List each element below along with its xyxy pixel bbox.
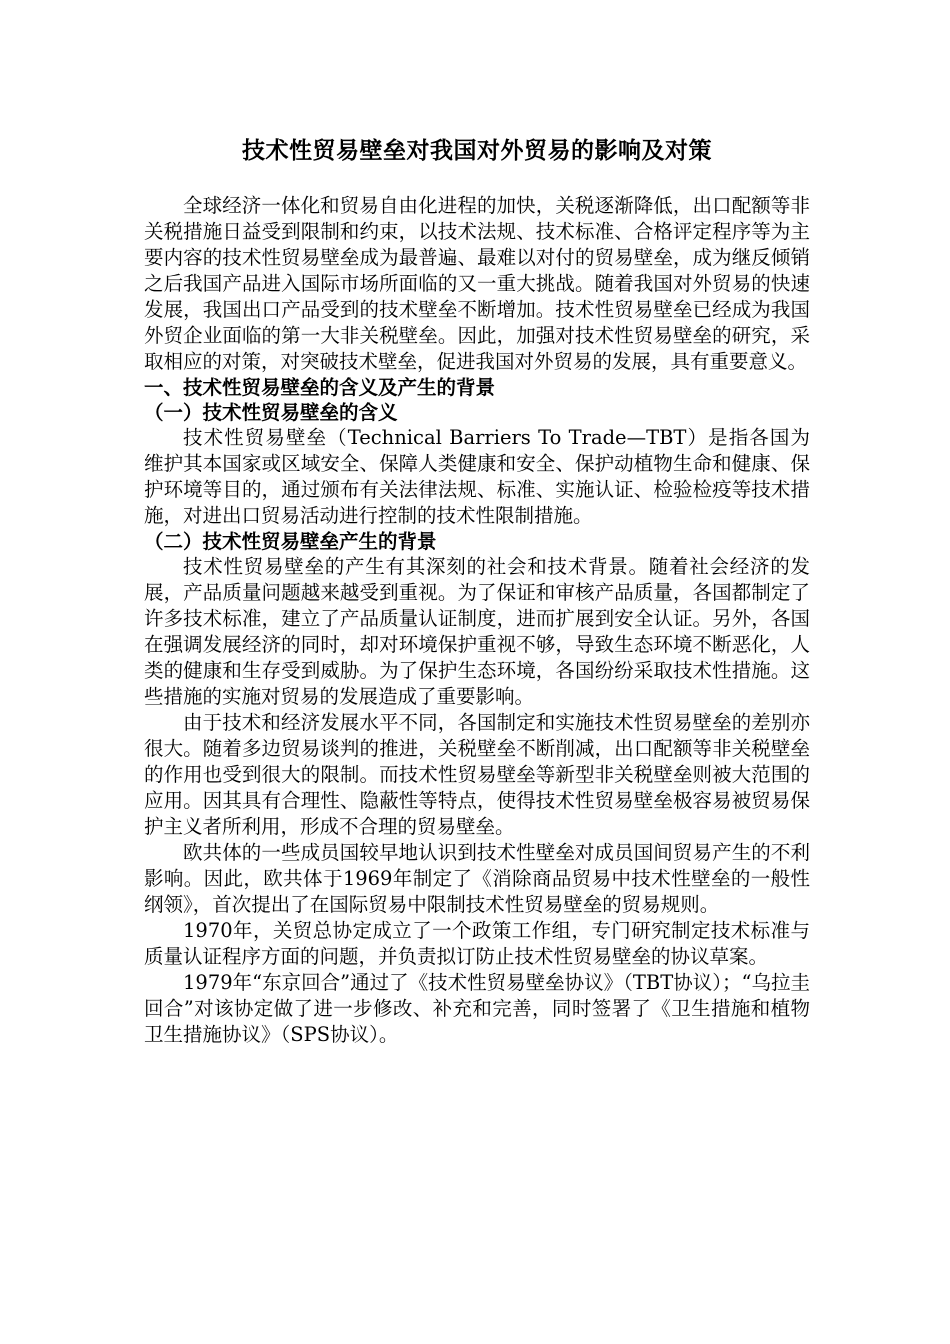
subsection-heading-2: （二）技术性贸易壁垒产生的背景 [144,530,437,553]
paragraph: 技术性贸易壁垒的产生有其深刻的社会和技术背景。随着社会经济的发展，产品质量问题越来越受到重视。为了保证和审核产品质量，各国都制定了许多技术标准，建立了产品质量认证制度，进而扩展到安全认证。另外，各国在强调发展经济的同时，却对环境保护重视不够，导致生态环境不断恶化，人类的健康和生存受到威胁。为了保护生态环境，各国纷纷采取技术性措施。这些措施的实施对贸易的发展造成了重要影响。 [144,555,810,708]
paragraph: 由于技术和经济发展水平不同，各国制定和实施技术性贸易壁垒的差别亦很大。随着多边贸易谈判的推进，关税壁垒不断削减，出口配额等非关税壁垒的作用也受到很大的限制。而技术性贸易壁垒等新型非关税壁垒则被大范围的应用。因其具有合理性、隐蔽性等特点，使得技术性贸易壁垒极容易被贸易保护主义者所利用，形成不合理的贸易壁垒。 [144,711,810,838]
paragraph: 技术性贸易壁垒（Technical Barriers To Trade—TBT）是指各国为维护其本国家或区域安全、保障人类健康和安全、保护动植物生命和健康、保护环境等目的，通过颁布有关法律法规、标准、实施认证、检验检疫等技术措施，对进出口贸易活动进行控制的技术性限制措施。 [144,426,810,527]
paragraph: 1979年“东京回合”通过了《技术性贸易壁垒协议》（TBT协议）；“乌拉圭回合”对该协定做了进一步修改、补充和完善，同时签署了《卫生措施和植物卫生措施协议》（SPS协议）。 [144,971,810,1046]
paragraph: 1970年，关贸总协定成立了一个政策工作组，专门研究制定技术标准与质量认证程序方面的问题，并负责拟订防止技术性贸易壁垒的协议草案。 [144,919,810,968]
intro-paragraph: 全球经济一体化和贸易自由化进程的加快，关税逐渐降低，出口配额等非关税措施日益受到限制和约束，以技术法规、技术标准、合格评定程序等为主要内容的技术性贸易壁垒成为最普遍、最难以对付的贸易壁垒，成为继反倾销之后我国产品进入国际市场所面临的又一重大挑战。随着我国对外贸易的快速发展，我国出口产品受到的技术壁垒不断增加。技术性贸易壁垒已经成为我国外贸企业面临的第一大非关税壁垒。因此，加强对技术性贸易壁垒的研究，采取相应的对策，对突破技术壁垒，促进我国对外贸易的发展，具有重要意义。 [144,194,810,373]
section-heading-1: 一、技术性贸易壁垒的含义及产生的背景 [144,376,496,399]
paragraph: 欧共体的一些成员国较早地认识到技术性壁垒对成员国间贸易产生的不利影响。因此，欧共体于1969年制定了《消除商品贸易中技术性壁垒的一般性纲领》，首次提出了在国际贸易中限制技术性贸易壁垒的贸易规则。 [144,841,810,916]
subsection-heading-1: （一）技术性贸易壁垒的含义 [144,401,398,424]
document-title: 技术性贸易壁垒对我国对外贸易的影响及对策 [242,138,712,164]
document-page [144,131,810,1048]
